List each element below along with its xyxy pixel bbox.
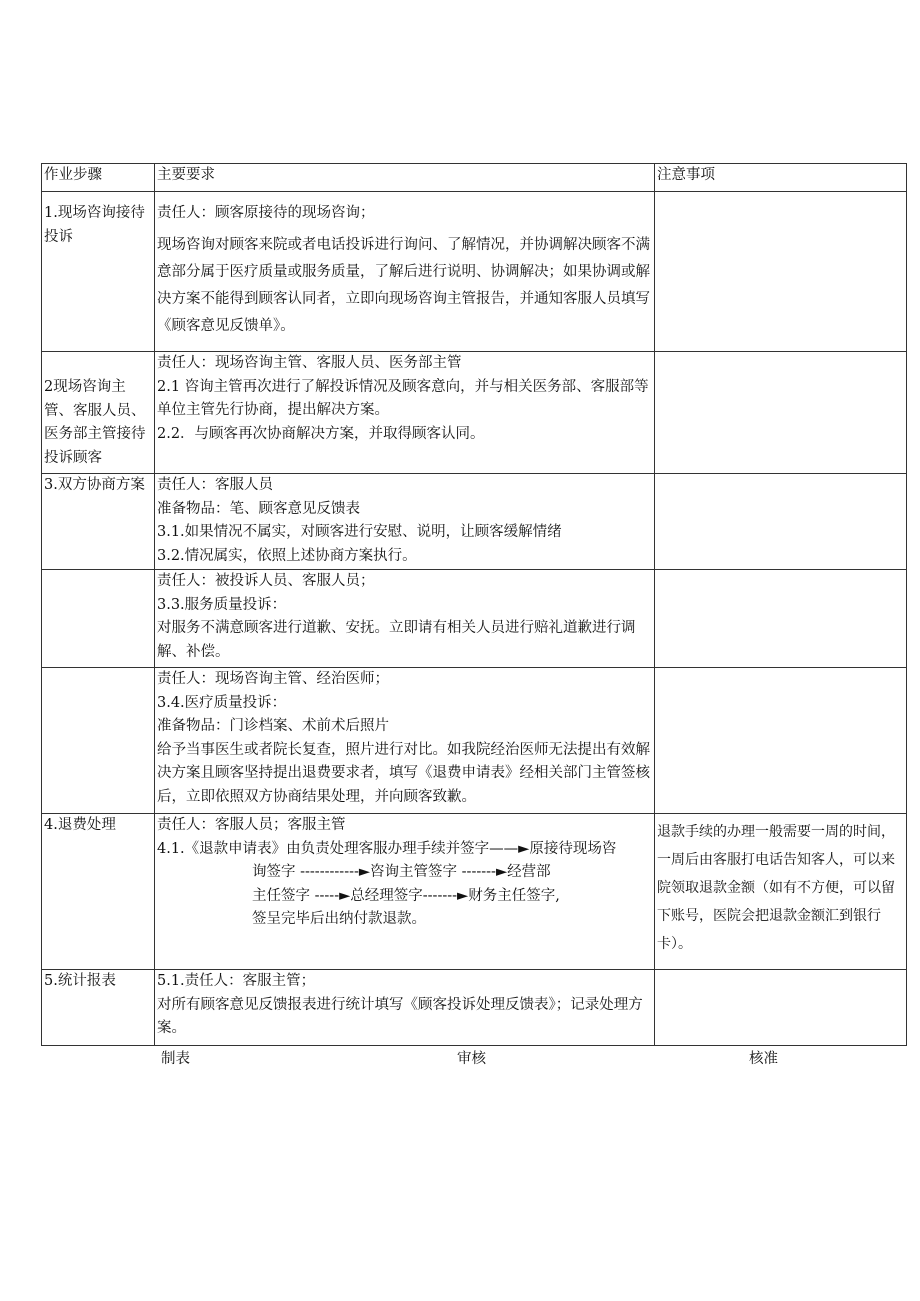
step-cell (42, 570, 155, 668)
refund-flow-first: 4.1.《退款申请表》由负责处理客服办理手续并签字——►原接待现场咨 (157, 840, 617, 857)
notes-cell (655, 668, 907, 814)
notes-cell (655, 474, 907, 570)
requirement-line: 3.2.情况属实，依照上述协商方案执行。 (157, 547, 417, 564)
requirement-line: 5.1.责任人：客服主管； (157, 973, 316, 989)
requirement-line: 责任人：现场咨询主管、客服人员、医务部主管 (157, 355, 462, 371)
requirement-line: 准备物品：笔、顾客意见反馈表 (157, 500, 360, 517)
requirements-cell (155, 814, 655, 970)
step-cell (42, 668, 155, 814)
table-header-row (42, 164, 907, 192)
requirement-line: 责任人：客服人员 (157, 477, 273, 493)
header-step: 作业步骤 (42, 164, 155, 192)
requirement-line: 准备物品：门诊档案、术前术后照片 (157, 718, 389, 734)
notes-cell (655, 570, 907, 668)
requirement-line: 责任人：现场咨询主管、经治医师； (157, 671, 389, 687)
refund-flow-line: 主任签字 -----►总经理签字-------►财务主任签字, (252, 887, 560, 904)
requirements-cell (155, 570, 655, 668)
requirement-line: 3.1.如果情况不属实，对顾客进行安慰、说明，让顾客缓解情绪 (157, 524, 562, 540)
table-row (42, 474, 907, 570)
requirement-line: 2.1 咨询主管再次进行了解投诉情况及顾客意向，并与相关医务部、客服部等单位主管先行协商，提出解决方案。 (157, 378, 649, 418)
table-row (42, 192, 907, 352)
table-row (42, 970, 907, 1046)
step-cell: 1.现场咨询接待投诉 (42, 192, 155, 352)
notes-cell (655, 192, 907, 352)
step-cell: 3.双方协商方案 (42, 474, 155, 570)
notes-cell (655, 970, 907, 1046)
notes-cell: 退款手续的办理一般需要一周的时间，一周后由客服打电话告知客人，可以来院领取退款金额（如有不方便，可以留下账号，医院会把退款金额汇到银行卡）。 (655, 814, 907, 970)
requirements-cell (155, 474, 655, 570)
step-cell: 4.退费处理 (42, 814, 155, 970)
requirement-line: 2.2．与顾客再次协商解决方案，并取得顾客认同。 (157, 425, 485, 442)
step-cell: 2现场咨询主管、客服人员、医务部主管接待投诉顾客 (42, 352, 155, 474)
requirements-cell (155, 192, 655, 352)
procedure-table (41, 163, 907, 1046)
reviewed-by-label: 审核 (457, 1051, 486, 1067)
requirements-cell (155, 668, 655, 814)
requirement-line: 责任人：客服人员；客服主管 (157, 817, 346, 833)
header-requirements: 主要要求 (155, 164, 655, 192)
requirement-line: 责任人：被投诉人员、客服人员； (157, 573, 375, 589)
requirements-cell (155, 970, 655, 1046)
prepared-by-label: 制表 (161, 1051, 190, 1067)
step-cell: 5.统计报表 (42, 970, 155, 1046)
requirement-line: 给予当事医生或者院长复查，照片进行对比。如我院经治医师无法提出有效解决方案且顾客坚持提出退费要求者，填写《退费申请表》经相关部门主管签核后，立即依照双方协商结果处理，并向顾客致歉。 (157, 741, 650, 805)
approved-by-label: 核准 (749, 1051, 778, 1067)
requirement-line: 现场咨询对顾客来院或者电话投诉进行询问、了解情况，并协调解决顾客不满意部分属于医疗质量或服务质量，了解后进行说明、协调解决；如果协调或解决方案不能得到顾客认同者，立即向现场咨询主管报告，并通知客服人员填写《顾客意见反馈单》。 (157, 236, 650, 334)
refund-flow-line: 询签字 ------------►咨询主管签字 -------►经营部 (252, 864, 551, 880)
notes-cell (655, 352, 907, 474)
requirement-line: 3.3.服务质量投诉： (157, 596, 287, 613)
requirement-line: 对服务不满意顾客进行道歉、安抚。立即请有相关人员进行赔礼道歉进行调解、补偿。 (157, 620, 636, 660)
refund-flow-line: 签呈完毕后出纳付款退款。 (252, 911, 426, 927)
table-row (42, 570, 907, 668)
table-row (42, 668, 907, 814)
requirements-cell (155, 352, 655, 474)
requirement-line: 对所有顾客意见反馈报表进行统计填写《顾客投诉处理反馈表》；记录处理方案。 (157, 996, 643, 1036)
table-row (42, 352, 907, 474)
header-notes: 注意事项 (655, 164, 907, 192)
requirement-line: 责任人：顾客原接待的现场咨询； (157, 205, 375, 221)
table-row (42, 814, 907, 970)
requirement-line: 3.4.医疗质量投诉： (157, 694, 287, 711)
